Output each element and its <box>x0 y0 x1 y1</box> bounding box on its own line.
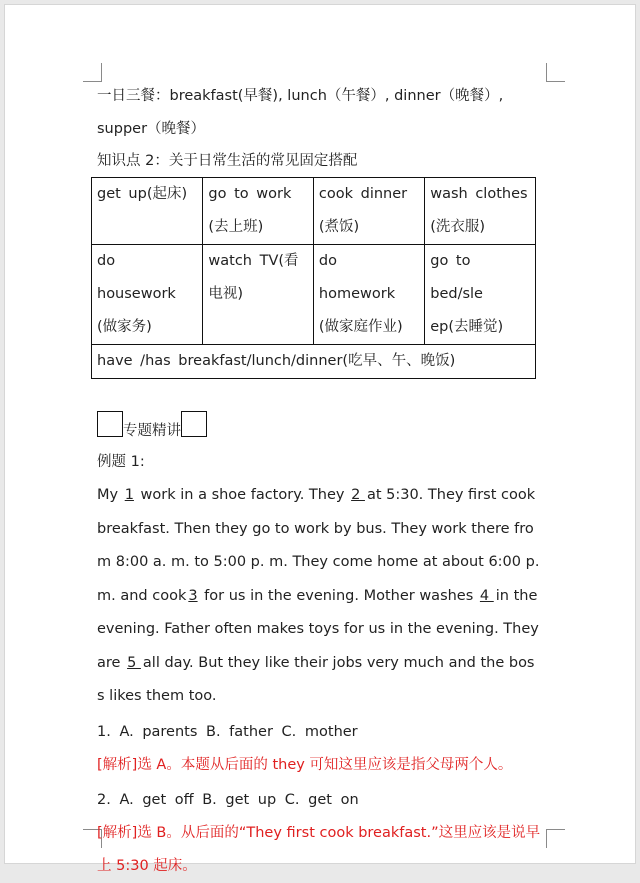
knowledge-point-heading: 知识点 2：关于日常生活的常见固定搭配 <box>97 153 358 169</box>
table-cell: do homework (做家庭作业) <box>313 245 424 345</box>
table-cell: go to work (去上班) <box>203 178 313 245</box>
supper-line: supper（晚餐） <box>97 121 206 137</box>
blank-5: 5 <box>127 654 141 671</box>
question-2-analysis: [解析]选 B。从后面的“They first cook breakfast.”这里应该是说早上 5:30 起床。 <box>97 824 541 874</box>
table-cell: get up(起床) <box>92 178 203 245</box>
table-cell-merged: have /has breakfast/lunch/dinner(吃早、午、晚饭) <box>92 345 536 379</box>
topic-title-line <box>97 411 542 445</box>
table-cell: go to bed/sle ep(去睡觉) <box>425 245 536 345</box>
table-cell: watch TV(看 电视) <box>203 245 313 345</box>
example-label: 例题 1: <box>97 454 145 470</box>
table-cell: do housework (做家务) <box>92 245 203 345</box>
table-cell: wash clothes (洗衣服) <box>425 178 536 245</box>
table-row <box>92 345 536 379</box>
empty-box-left <box>97 411 123 437</box>
table-cell: cook dinner (煮饭) <box>313 178 424 245</box>
topic-title: 专题精讲 <box>123 423 181 439</box>
table-row <box>92 245 536 345</box>
blank-3: 3 <box>188 587 198 604</box>
document-content <box>97 80 542 883</box>
meals-line: 一日三餐：breakfast(早餐), lunch（午餐）, dinner（晚餐）, <box>97 88 504 104</box>
question-1-analysis: [解析]选 A。本题从后面的 they 可知这里应该是指父母两个人。 <box>97 756 513 773</box>
blank-2: 2 <box>351 487 365 503</box>
question-2-options: 2. A. get off B. get up C. get on <box>97 791 359 808</box>
blank-1: 1 <box>124 487 134 503</box>
cloze-passage: My 1 work in a shoe factory. They 2 at 5:30. They first cook breakfast. Then they go to work by bus. They work there from 8:00 a. m. to 5:00 p. m. They come home at about 6:00 p. m. and cook 3 for us in the evening. Mother washes 4 in the evening. Father often makes toys for us in the evening. They are 5 all day. But they like their jobs very much and the boss likes them too. <box>97 487 540 704</box>
table-row <box>92 178 536 245</box>
margin-mark-top-right <box>546 63 565 82</box>
phrases-table <box>91 177 536 379</box>
blank-4: 4 <box>479 587 494 604</box>
question-1-options: 1. A. parents B. father C. mother <box>97 723 358 740</box>
margin-mark-bottom-right <box>546 829 565 848</box>
empty-box-right <box>181 411 207 437</box>
